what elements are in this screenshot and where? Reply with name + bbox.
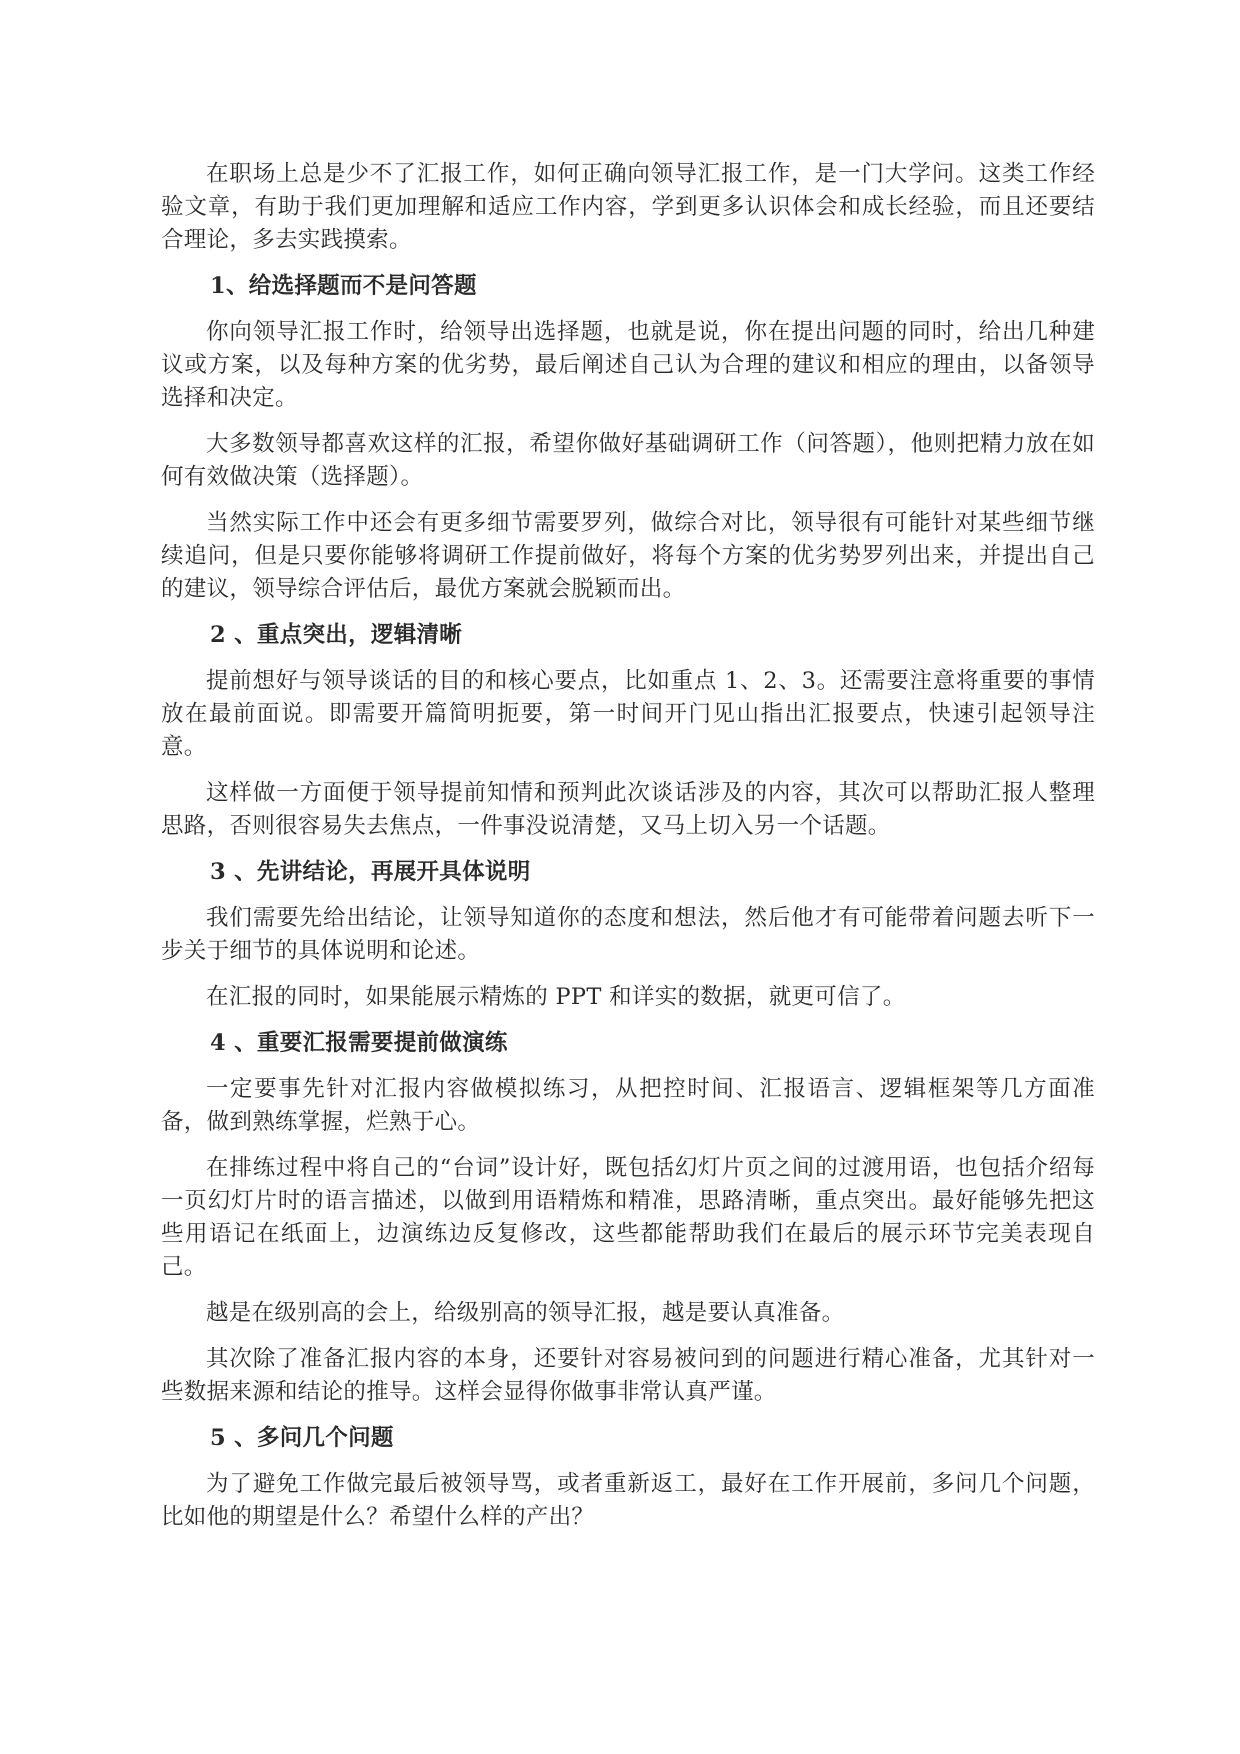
body-paragraph: 在排练过程中将自己的“台词”设计好，既包括幻灯片页之间的过渡用语，也包括介绍每一页幻灯片时的语言描述，以做到用语精炼和精准，思路清晰，重点突出。最好能够先把这些用语记在纸面上，边演练边反复修改，这些都能帮助我们在最后的展示环节完美表现自己。 bbox=[161, 1155, 1095, 1280]
body-paragraph: 你向领导汇报工作时，给领导出选择题，也就是说，你在提出问题的同时，给出几种建议或方案，以及每种方案的优劣势，最后阐述自己认为合理的建议和相应的理由，以备领导选择和决定。 bbox=[161, 319, 1095, 411]
section-heading: 5 、多问几个问题 bbox=[210, 1425, 394, 1451]
intro-paragraph: 在职场上总是少不了汇报工作，如何正确向领导汇报工作，是一门大学问。这类工作经验文章，有助于我们更加理解和适应工作内容，学到更多认识体会和成长经验，而且还要结合理论，多去实践摸索。 bbox=[161, 161, 1095, 253]
body-paragraph: 提前想好与领导谈话的目的和核心要点，比如重点 1、2、3。还需要注意将重要的事情放在最前面说。即需要开篇简明扼要，第一时间开门见山指出汇报要点，快速引起领导注意。 bbox=[161, 668, 1095, 760]
body-paragraph: 这样做一方面便于领导提前知情和预判此次谈话涉及的内容，其次可以帮助汇报人整理思路，否则很容易失去焦点，一件事没说清楚，又马上切入另一个话题。 bbox=[161, 780, 1095, 839]
section-heading: 1、给选择题而不是问答题 bbox=[210, 273, 477, 299]
section-4 bbox=[161, 1027, 1095, 1409]
body-paragraph: 在汇报的同时，如果能展示精炼的 PPT 和详实的数据，就更可信了。 bbox=[206, 984, 906, 1010]
section-heading: 4 、重要汇报需要提前做演练 bbox=[210, 1030, 508, 1056]
body-paragraph: 其次除了准备汇报内容的本身，还要针对容易被问到的问题进行精心准备，尤其针对一些数据来源和结论的推导。这样会显得你做事非常认真严谨。 bbox=[161, 1346, 1095, 1405]
section-heading: 3 、先讲结论，再展开具体说明 bbox=[210, 859, 531, 885]
body-paragraph: 越是在级别高的会上，给级别高的领导汇报，越是要认真准备。 bbox=[206, 1300, 845, 1326]
section-heading: 2 、重点突出，逻辑清晰 bbox=[210, 622, 463, 648]
section-1 bbox=[161, 270, 1095, 606]
body-paragraph: 我们需要先给出结论，让领导知道你的态度和想法，然后他才有可能带着问题去听下一步关于细节的具体说明和论述。 bbox=[161, 905, 1095, 964]
document-page bbox=[161, 158, 1095, 1547]
body-paragraph: 为了避免工作做完最后被领导骂，或者重新返工，最好在工作开展前，多问几个问题，比如他的期望是什么？希望什么样的产出？ bbox=[161, 1471, 1095, 1530]
section-3 bbox=[161, 856, 1095, 1014]
body-paragraph: 一定要事先针对汇报内容做模拟练习，从把控时间、汇报语言、逻辑框架等几方面准备，做到熟练掌握，烂熟于心。 bbox=[161, 1076, 1095, 1135]
section-5 bbox=[161, 1422, 1095, 1534]
body-paragraph: 大多数领导都喜欢这样的汇报，希望你做好基础调研工作（问答题），他则把精力放在如何有效做决策（选择题）。 bbox=[161, 431, 1095, 490]
section-2 bbox=[161, 619, 1095, 843]
body-paragraph: 当然实际工作中还会有更多细节需要罗列，做综合对比，领导很有可能针对某些细节继续追问，但是只要你能够将调研工作提前做好，将每个方案的优劣势罗列出来，并提出自己的建议，领导综合评估后，最优方案就会脱颖而出。 bbox=[161, 510, 1095, 602]
